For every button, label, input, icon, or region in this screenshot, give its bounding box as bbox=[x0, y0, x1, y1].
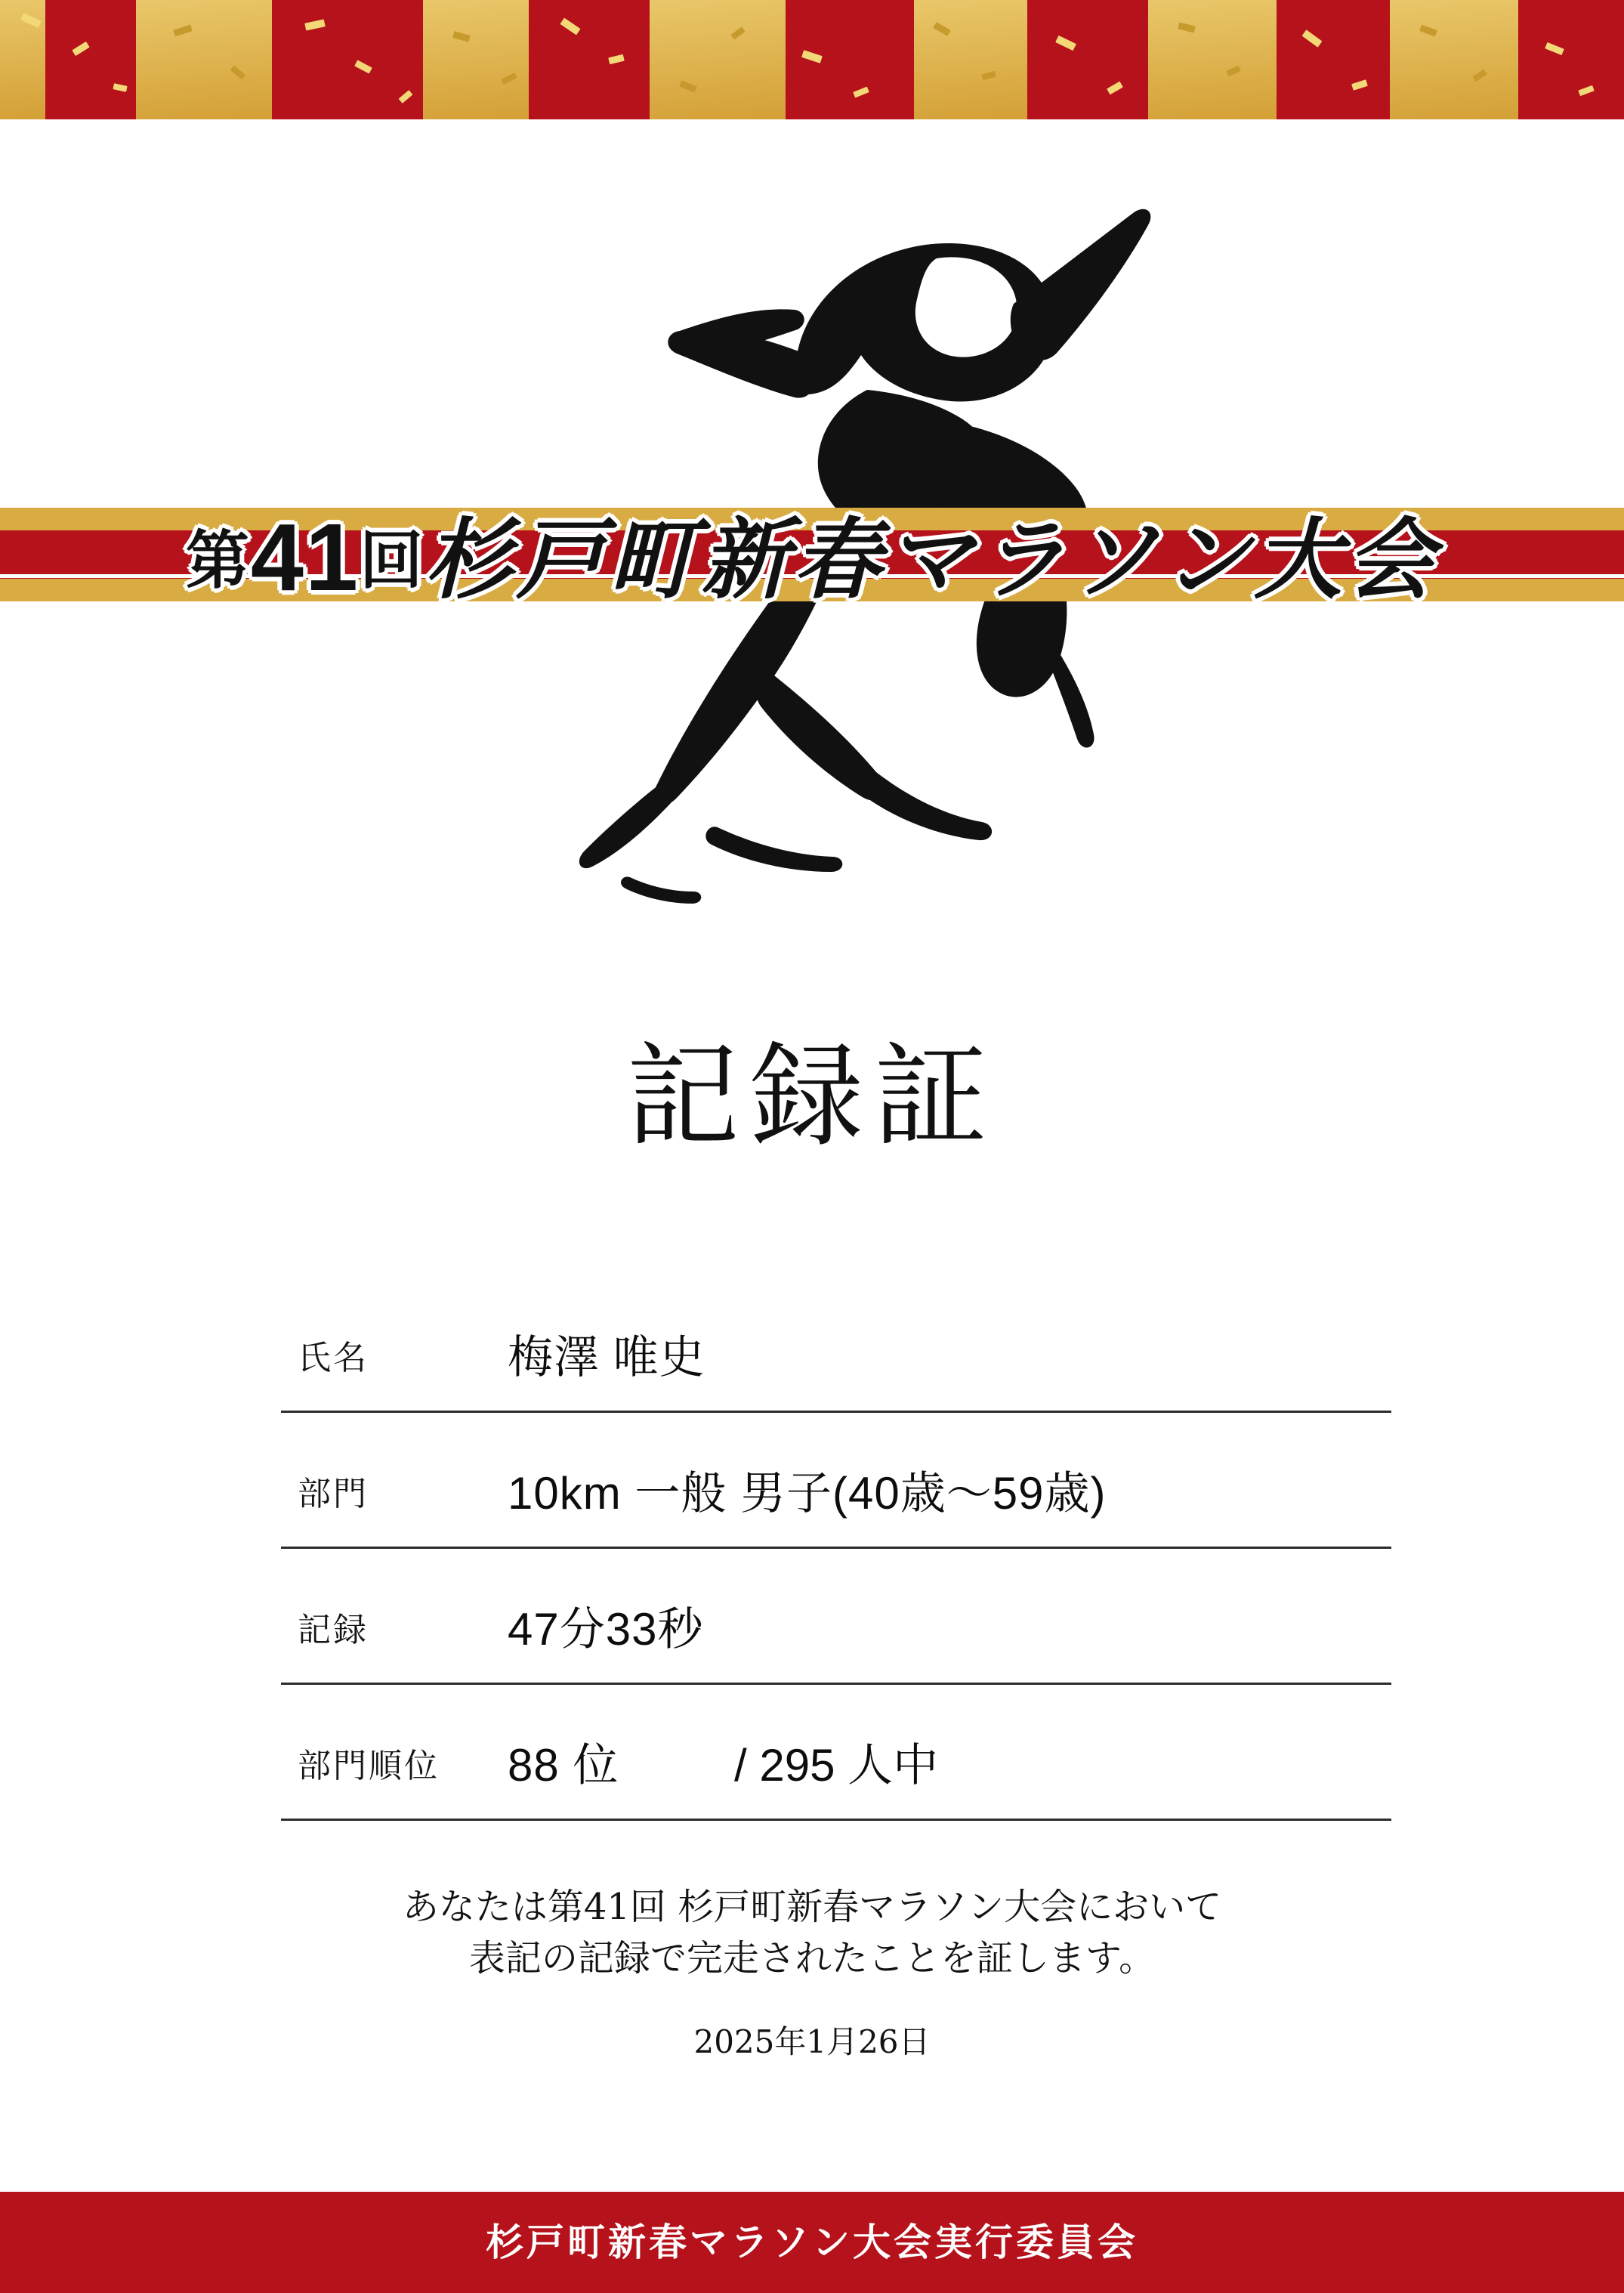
band-segment bbox=[136, 0, 272, 119]
statement-line-1: あなたは第41回 杉戸町新春マラソン大会において bbox=[402, 1886, 1222, 1928]
band-segment bbox=[1277, 0, 1390, 119]
field-label-division: 部門 bbox=[298, 1475, 369, 1513]
band-segment bbox=[45, 0, 136, 119]
field-value-rank: 88 位 bbox=[508, 1740, 619, 1791]
top-decorative-band bbox=[0, 0, 1624, 119]
statement-line-2: 表記の記録で完走されたことを証します。 bbox=[468, 1937, 1156, 1980]
band-segment bbox=[1390, 0, 1518, 119]
field-label-time: 記録 bbox=[298, 1611, 369, 1649]
certification-statement bbox=[0, 1881, 1624, 1984]
band-segment bbox=[786, 0, 914, 119]
field-row-time bbox=[281, 1549, 1391, 1685]
band-segment bbox=[1027, 0, 1148, 119]
field-value-time: 47分33秒 bbox=[508, 1604, 704, 1655]
event-name: 杉戸町新春マラソン大会 bbox=[425, 508, 1439, 611]
band-segment bbox=[650, 0, 786, 119]
certificate-date: 2025年1月26日 bbox=[693, 2023, 931, 2060]
field-row-name bbox=[281, 1277, 1391, 1413]
footer-organizer: 杉戸町新春マラソン大会実行委員会 bbox=[486, 2220, 1138, 2264]
band-segment bbox=[1148, 0, 1277, 119]
edition-suffix: 回 bbox=[360, 523, 425, 598]
event-title bbox=[0, 505, 1624, 621]
edition-prefix: 第 bbox=[185, 523, 251, 598]
field-value-name: 梅澤 唯史 bbox=[508, 1332, 705, 1383]
edition-number: 41 bbox=[250, 504, 360, 610]
band-segment bbox=[423, 0, 529, 119]
page-title: 記録証 bbox=[625, 1031, 998, 1163]
band-segment bbox=[529, 0, 650, 119]
field-label-rank: 部門順位 bbox=[298, 1747, 440, 1785]
field-value-division: 10km 一般 男子(40歳〜59歳) bbox=[508, 1468, 1107, 1519]
band-segment bbox=[1518, 0, 1624, 119]
field-row-rank bbox=[281, 1685, 1391, 1821]
field-row-division bbox=[281, 1413, 1391, 1549]
footer-bar bbox=[0, 2192, 1624, 2293]
band-segment bbox=[914, 0, 1027, 119]
footer-spacer bbox=[0, 2178, 1624, 2192]
field-label-name: 氏名 bbox=[298, 1339, 369, 1377]
field-value-rank-total: / 295 人中 bbox=[734, 1740, 939, 1791]
record-fields bbox=[281, 1277, 1391, 1821]
